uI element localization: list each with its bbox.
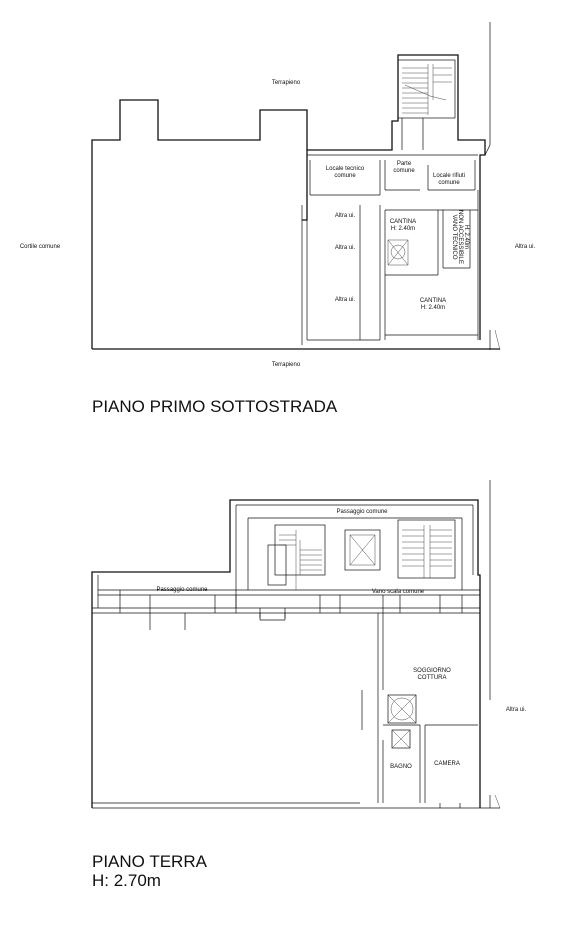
label-altra-ui-1: Altra ui. — [334, 213, 356, 219]
label-soggiorno-line1: SOGGIORNO — [413, 668, 451, 674]
label-locale-rifiuti-line1: Locale rifiuti — [432, 173, 466, 179]
label-parte-line1: Parte — [396, 161, 412, 167]
label-locale-tecnico-line1: Locale tecnico — [325, 166, 365, 172]
label-vano-tecnico-line1: VANO TECNICO — [451, 214, 457, 260]
label-vano-tecnico-line3: H: 2.40m — [463, 224, 469, 250]
label-cantina-small-line1: CANTINA — [389, 219, 417, 225]
label-cantina-small-line2: H: 2.40m — [390, 226, 416, 232]
label-parte-line2: comune — [393, 168, 415, 174]
label-altra-ui-right: Altra ui. — [514, 244, 536, 250]
label-terrapieno-top: Terrapieno — [271, 80, 301, 86]
label-terrapieno-bottom: Terrapieno — [271, 362, 301, 368]
label-camera: CAMERA — [434, 761, 460, 767]
basement-plan — [20, 22, 536, 416]
label-cantina-big-line1: CANTINA — [419, 298, 447, 304]
label-locale-tecnico-line2: comune — [334, 173, 356, 179]
plan-ground-title-line1: PIANO TERRA — [92, 852, 207, 871]
label-altra-ui-right-ground: Altra ui. — [505, 707, 527, 713]
plan-basement-title: PIANO PRIMO SOTTOSTRADA — [92, 397, 338, 416]
label-vano-tecnico-line2: NON ACCESSIBILE — [457, 209, 463, 265]
ground-plan — [92, 480, 527, 890]
label-locale-rifiuti-line2: comune — [438, 180, 460, 186]
label-passaggio-left: Passaggio comune — [156, 587, 208, 593]
label-altra-ui-3: Altra ui. — [334, 297, 356, 303]
label-bagno: BAGNO — [390, 764, 412, 770]
label-altra-ui-2: Altra ui. — [334, 245, 356, 251]
label-vano-scala: Vano scala comune — [371, 589, 425, 595]
label-cantina-big-line2: H: 2.40m — [420, 305, 446, 311]
plan-ground-title-line2: H: 2.70m — [92, 871, 161, 890]
label-cortile-comune: Cortile comune — [19, 244, 61, 250]
label-soggiorno-line2: COTTURA — [417, 675, 447, 681]
label-passaggio-top: Passaggio comune — [336, 509, 388, 515]
